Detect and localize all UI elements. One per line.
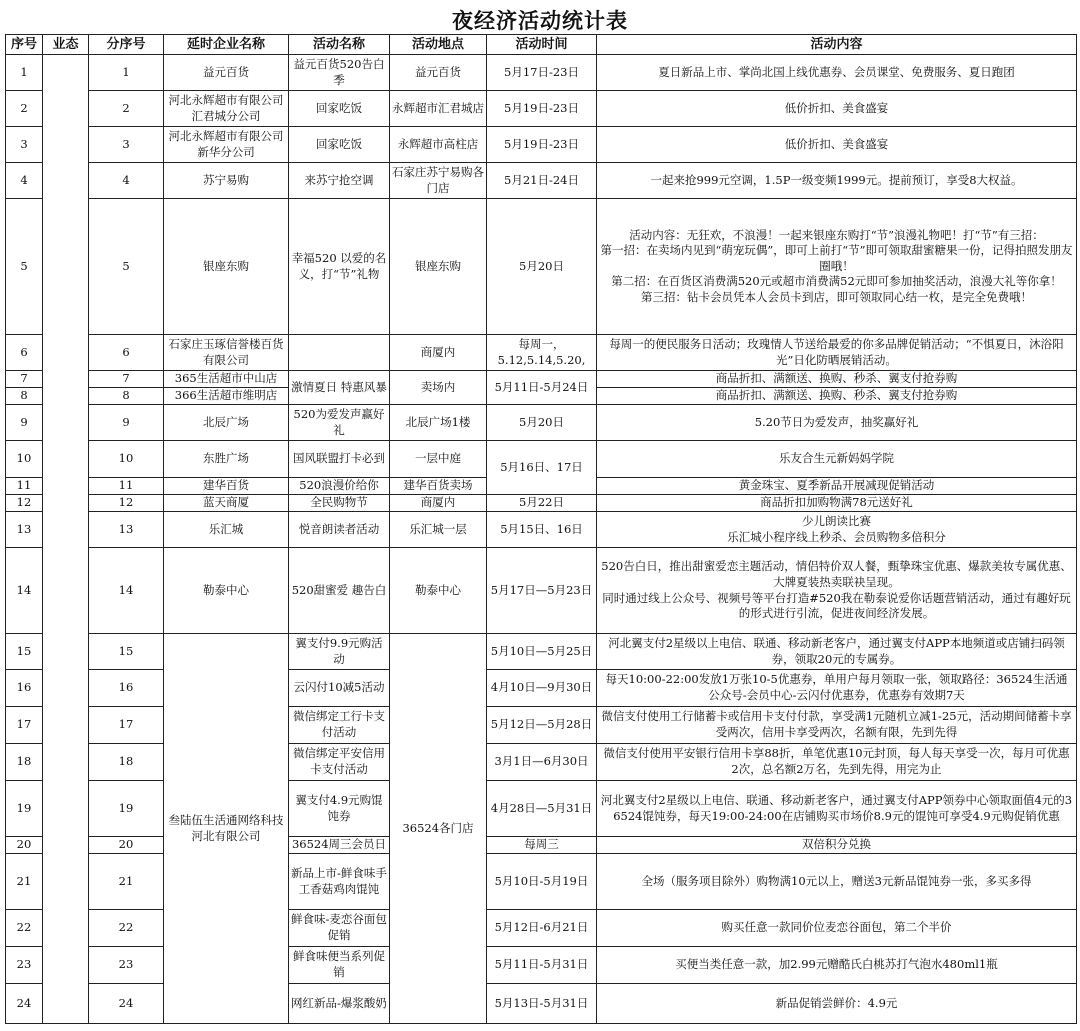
content-cell: 河北翼支付2星级以上电信、联通、移动新老客户，通过翼支付APP本地频道或店铺扫码领券，领取20元的专属券。 <box>597 634 1077 670</box>
activity-cell: 网红新品-爆浆酸奶 <box>289 984 390 1024</box>
activity-cell: 鲜食味-麦恋谷面包促销 <box>289 910 390 947</box>
sub-seq-cell: 12 <box>89 495 164 512</box>
seq-cell: 1 <box>6 55 43 91</box>
seq-cell: 14 <box>6 548 43 634</box>
header-content: 活动内容 <box>597 35 1077 55</box>
content-cell: 520告白日，推出甜蜜爱恋主题活动，情侣特价双人餐，甄挚珠宝优惠、爆款美妆专属优惠、大牌夏装热卖联袂呈现。 同时通过线上公众号、视频号等平台打造#520我在勒泰说爱你话题营销活动，通过有趣好玩的形式进行引流，促进夜间经济发展。 <box>597 548 1077 634</box>
sub-seq-cell: 21 <box>89 854 164 910</box>
table-row <box>6 199 1077 335</box>
time-cell: 5月10日—5月25日 <box>487 634 597 670</box>
sub-seq-cell: 14 <box>89 548 164 634</box>
category-cell <box>43 55 89 1024</box>
header-time: 活动时间 <box>487 35 597 55</box>
company-cell: 365生活超市中山店 <box>164 371 289 388</box>
seq-cell: 17 <box>6 707 43 744</box>
activity-cell: 幸福520 以爱的名义，打“节”礼物 <box>289 199 390 335</box>
time-cell: 5月12日—5月28日 <box>487 707 597 744</box>
company-cell: 苏宁易购 <box>164 163 289 199</box>
seq-cell: 22 <box>6 910 43 947</box>
content-cell: 每天10:00-22:00发放1万张10-5优惠券，单用户每月领取一张，领取路径：36524生活通公众号-会员中心-云闪付优惠券，优惠券有效期7天 <box>597 670 1077 707</box>
content-cell: 一起来抢999元空调，1.5P一级变频1999元。提前预订，享受8大权益。 <box>597 163 1077 199</box>
activity-cell: 微信绑定工行卡支付活动 <box>289 707 390 744</box>
seq-cell: 23 <box>6 947 43 984</box>
table-row <box>6 371 1077 388</box>
time-cell: 每周三 <box>487 837 597 854</box>
activity-cell: 悦音朗读者活动 <box>289 512 390 548</box>
seq-cell: 8 <box>6 388 43 405</box>
sub-seq-cell: 2 <box>89 91 164 127</box>
table-row <box>6 163 1077 199</box>
activity-cell: 来苏宁抢空调 <box>289 163 390 199</box>
time-cell: 5月11日-5月24日 <box>487 371 597 405</box>
location-cell: 银座东购 <box>390 199 487 335</box>
sub-seq-cell: 3 <box>89 127 164 163</box>
table-row <box>6 634 1077 670</box>
activity-cell: 翼支付9.9元购活动 <box>289 634 390 670</box>
content-cell: 少儿朗读比赛 乐汇城小程序线上秒杀、会员购物多倍积分 <box>597 512 1077 548</box>
table-row <box>6 127 1077 163</box>
sub-seq-cell: 5 <box>89 199 164 335</box>
company-cell: 石家庄玉琢信誉楼百货有限公司 <box>164 335 289 371</box>
company-cell: 叁陆伍生活通网络科技河北有限公司 <box>164 634 289 1024</box>
table-row <box>6 548 1077 634</box>
time-cell: 4月10日—9月30日 <box>487 670 597 707</box>
time-cell: 5月20日 <box>487 405 597 441</box>
location-cell: 建华百货卖场 <box>390 478 487 495</box>
seq-cell: 10 <box>6 441 43 478</box>
time-cell: 5月13日-5月31日 <box>487 984 597 1024</box>
activity-cell: 鲜食味便当系列促销 <box>289 947 390 984</box>
activity-cell: 微信绑定平安信用卡支付活动 <box>289 744 390 781</box>
company-cell: 益元百货 <box>164 55 289 91</box>
location-cell: 北辰广场1楼 <box>390 405 487 441</box>
sub-seq-cell: 11 <box>89 478 164 495</box>
location-cell: 勒泰中心 <box>390 548 487 634</box>
content-cell: 夏日新品上市、掌尚北国上线优惠券、会员课堂、免费服务、夏日跑团 <box>597 55 1077 91</box>
time-cell: 5月11日-5月31日 <box>487 947 597 984</box>
time-cell: 5月10日-5月19日 <box>487 854 597 910</box>
content-cell: 活动内容：无狂欢，不浪漫！一起来银座东购打“节”浪漫礼物吧！打“节”有三招： 第一招：在卖场内见到“萌宠玩偶”，即可上前打“节”即可领取甜蜜糖果一份，记得拍照发朋友圈哦！ 第二招：在百货区消费满520元或超市消费满52元即可参加抽奖活动，浪漫大礼等你拿！ 第三招：钻卡会员凭本人会员卡到店，即可领取同心结一枚，是完全免费哦！ <box>597 199 1077 335</box>
page-title: 夜经济活动统计表 <box>452 9 628 33</box>
activity-cell: 36524周三会员日 <box>289 837 390 854</box>
location-cell: 一层中庭 <box>390 441 487 478</box>
table-row <box>6 335 1077 371</box>
seq-cell: 21 <box>6 854 43 910</box>
header-seq: 序号 <box>6 35 43 55</box>
header-sub-seq: 分序号 <box>89 35 164 55</box>
seq-cell: 5 <box>6 199 43 335</box>
content-cell: 低价折扣、美食盛宴 <box>597 91 1077 127</box>
company-cell: 蓝天商厦 <box>164 495 289 512</box>
content-cell: 河北翼支付2星级以上电信、联通、移动新老客户，通过翼支付APP领券中心领取面值4元的36524馄饨券，每天19:00-24:00在店铺购买市场价8.9元的馄饨可享受4.9元购促销优惠 <box>597 781 1077 837</box>
sub-seq-cell: 10 <box>89 441 164 478</box>
sub-seq-cell: 15 <box>89 634 164 670</box>
location-cell: 乐汇城一层 <box>390 512 487 548</box>
content-cell: 微信支付使用工行储蓄卡或信用卡支付付款，享受满1元随机立减1-25元，活动期间储蓄卡享受两次，信用卡享受两次，名额有限，先到先得 <box>597 707 1077 744</box>
seq-cell: 18 <box>6 744 43 781</box>
activity-table <box>5 34 1077 1024</box>
time-cell: 5月17日-23日 <box>487 55 597 91</box>
time-cell: 5月17日—5月23日 <box>487 548 597 634</box>
table-header-row <box>6 35 1077 55</box>
seq-cell: 7 <box>6 371 43 388</box>
time-cell: 5月21日-24日 <box>487 163 597 199</box>
company-cell: 勒泰中心 <box>164 548 289 634</box>
activity-cell: 新品上市-鲜食味手工香菇鸡肉馄饨 <box>289 854 390 910</box>
table-row <box>6 495 1077 512</box>
sub-seq-cell: 17 <box>89 707 164 744</box>
activity-cell: 云闪付10减5活动 <box>289 670 390 707</box>
sub-seq-cell: 23 <box>89 947 164 984</box>
seq-cell: 11 <box>6 478 43 495</box>
activity-cell: 回家吃饭 <box>289 127 390 163</box>
activity-cell: 520为爱发声赢好礼 <box>289 405 390 441</box>
content-cell: 5.20节日为爱发声，抽奖赢好礼 <box>597 405 1077 441</box>
seq-cell: 9 <box>6 405 43 441</box>
activity-cell: 520浪漫价给你 <box>289 478 390 495</box>
location-cell: 商厦内 <box>390 335 487 371</box>
location-cell: 卖场内 <box>390 371 487 405</box>
sub-seq-cell: 9 <box>89 405 164 441</box>
content-cell: 微信支付使用平安银行信用卡享88折，单笔优惠10元封顶，每人每天享受一次，每月可优惠2次，总名额2万名，先到先得，用完为止 <box>597 744 1077 781</box>
sub-seq-cell: 7 <box>89 371 164 388</box>
activity-cell <box>289 335 390 371</box>
content-cell: 双倍积分兑换 <box>597 837 1077 854</box>
sub-seq-cell: 19 <box>89 781 164 837</box>
company-cell: 河北永辉超市有限公司汇君城分公司 <box>164 91 289 127</box>
time-cell: 5月19日-23日 <box>487 91 597 127</box>
location-cell: 永辉超市汇君城店 <box>390 91 487 127</box>
seq-cell: 16 <box>6 670 43 707</box>
activity-cell: 520甜蜜爱 趣告白 <box>289 548 390 634</box>
location-cell: 益元百货 <box>390 55 487 91</box>
content-cell: 低价折扣、美食盛宴 <box>597 127 1077 163</box>
sub-seq-cell: 16 <box>89 670 164 707</box>
location-cell: 36524各门店 <box>390 634 487 1024</box>
header-category: 业态 <box>43 35 89 55</box>
seq-cell: 2 <box>6 91 43 127</box>
content-cell: 商品折扣、满额送、换购、秒杀、翼支付抢券购 <box>597 371 1077 388</box>
sub-seq-cell: 22 <box>89 910 164 947</box>
time-cell: 5月19日-23日 <box>487 127 597 163</box>
table-row <box>6 512 1077 548</box>
location-cell: 石家庄苏宁易购各门店 <box>390 163 487 199</box>
time-cell: 5月15日、16日 <box>487 512 597 548</box>
time-cell: 4月28日—5月31日 <box>487 781 597 837</box>
table-row <box>6 91 1077 127</box>
seq-cell: 12 <box>6 495 43 512</box>
content-cell: 乐友合生元新妈妈学院 <box>597 441 1077 478</box>
header-activity: 活动名称 <box>289 35 390 55</box>
header-company: 延时企业名称 <box>164 35 289 55</box>
content-cell: 新品促销尝鲜价：4.9元 <box>597 984 1077 1024</box>
time-cell: 5月20日 <box>487 199 597 335</box>
activity-cell: 回家吃饭 <box>289 91 390 127</box>
sub-seq-cell: 24 <box>89 984 164 1024</box>
table-row <box>6 55 1077 91</box>
seq-cell: 15 <box>6 634 43 670</box>
table-row <box>6 405 1077 441</box>
location-cell: 商厦内 <box>390 495 487 512</box>
content-cell: 黄金珠宝、夏季新品开展减现促销活动 <box>597 478 1077 495</box>
sub-seq-cell: 6 <box>89 335 164 371</box>
seq-cell: 19 <box>6 781 43 837</box>
company-cell: 银座东购 <box>164 199 289 335</box>
sub-seq-cell: 4 <box>89 163 164 199</box>
sub-seq-cell: 18 <box>89 744 164 781</box>
time-cell: 5月22日 <box>487 495 597 512</box>
seq-cell: 24 <box>6 984 43 1024</box>
company-cell: 东胜广场 <box>164 441 289 478</box>
company-cell: 乐汇城 <box>164 512 289 548</box>
activity-cell: 翼支付4.9元购馄饨券 <box>289 781 390 837</box>
content-cell: 购买任意一款同价位麦恋谷面包，第二个半价 <box>597 910 1077 947</box>
activity-cell: 国风联盟打卡必到 <box>289 441 390 478</box>
time-cell: 每周一， 5.12,5.14,5.20, <box>487 335 597 371</box>
content-cell: 商品折扣加购物满78元送好礼 <box>597 495 1077 512</box>
seq-cell: 4 <box>6 163 43 199</box>
content-cell: 全场（服务项目除外）购物满10元以上，赠送3元新品馄饨券一张，多买多得 <box>597 854 1077 910</box>
content-cell: 买便当类任意一款，加2.99元赠酷氏白桃苏打气泡水480ml1瓶 <box>597 947 1077 984</box>
time-cell: 3月1日—6月30日 <box>487 744 597 781</box>
location-cell: 永辉超市高柱店 <box>390 127 487 163</box>
sub-seq-cell: 13 <box>89 512 164 548</box>
activity-cell: 全民购物节 <box>289 495 390 512</box>
company-cell: 河北永辉超市有限公司新华分公司 <box>164 127 289 163</box>
sub-seq-cell: 20 <box>89 837 164 854</box>
time-cell: 5月12日-6月21日 <box>487 910 597 947</box>
sub-seq-cell: 1 <box>89 55 164 91</box>
activity-cell: 益元百货520告白季 <box>289 55 390 91</box>
time-cell: 5月16日、17日 <box>487 441 597 495</box>
seq-cell: 20 <box>6 837 43 854</box>
content-cell: 每周一的便民服务日活动；玫瑰情人节送给最爱的你多品牌促销活动；“不惧夏日，沐浴阳光”日化防晒展销活动。 <box>597 335 1077 371</box>
company-cell: 366生活超市维明店 <box>164 388 289 405</box>
company-cell: 北辰广场 <box>164 405 289 441</box>
header-location: 活动地点 <box>390 35 487 55</box>
sub-seq-cell: 8 <box>89 388 164 405</box>
seq-cell: 13 <box>6 512 43 548</box>
company-cell: 建华百货 <box>164 478 289 495</box>
seq-cell: 3 <box>6 127 43 163</box>
activity-cell: 激情夏日 特惠风暴 <box>289 371 390 405</box>
seq-cell: 6 <box>6 335 43 371</box>
content-cell: 商品折扣、满额送、换购、秒杀、翼支付抢券购 <box>597 388 1077 405</box>
table-row <box>6 441 1077 478</box>
